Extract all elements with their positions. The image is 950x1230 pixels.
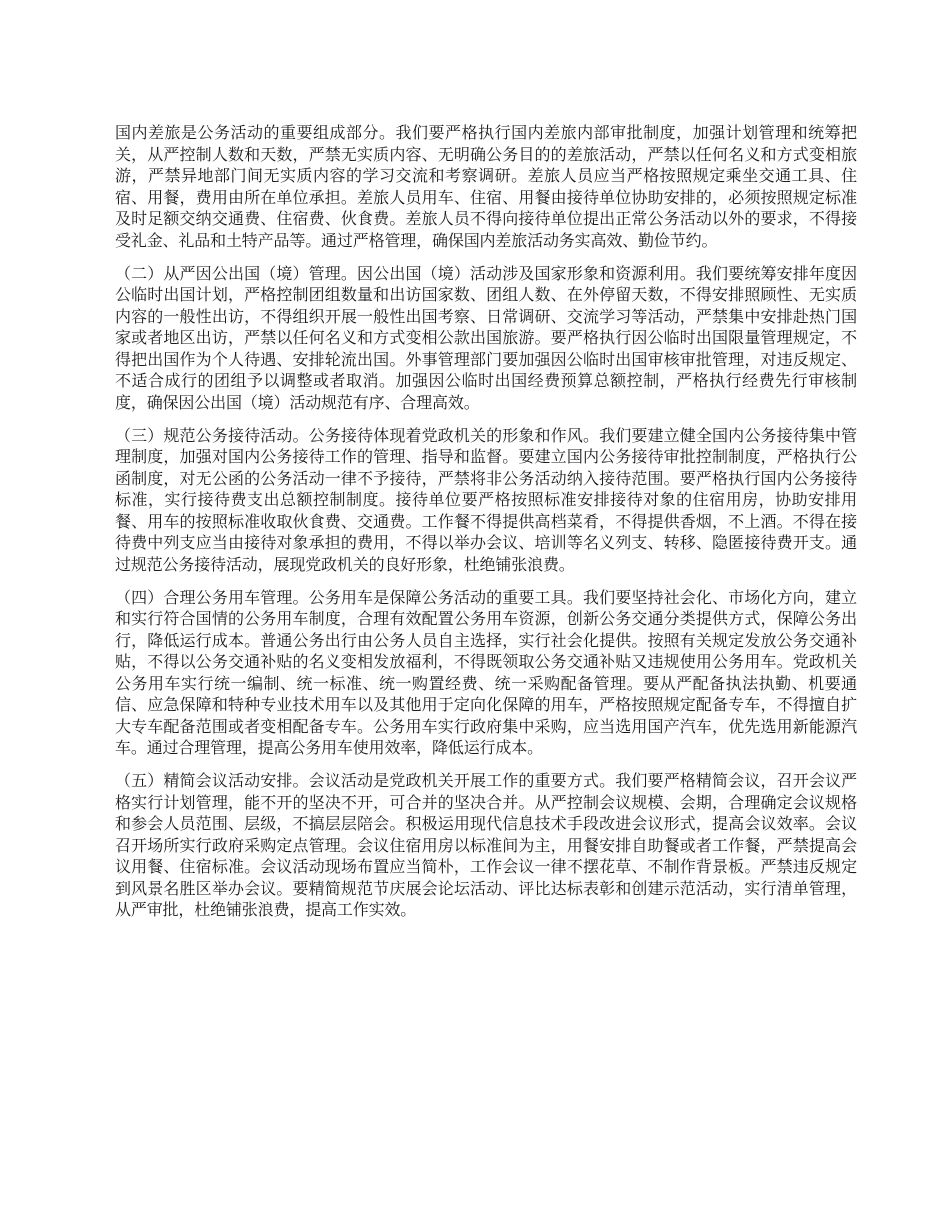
paragraph-official-reception: （三）规范公务接待活动。公务接待体现着党政机关的形象和作风。我们要建立健全国内公务接待集中管理制度，加强对国内公务接待工作的管理、指导和监督。要建立国内公务接待审批控制制度，严格执行公函制度，对无公函的公务活动一律不予接待，严禁将非公务活动纳入接待范围。要严格执行国内公务接待标准，实行接待费支出总额控制制度。接待单位要严格按照标准安排接待对象的住宿用房，协助安排用餐、用车的按照标准收取伙食费、交通费。工作餐不得提供高档菜肴，不得提供香烟，不上酒。不得在接待费中列支应当由接待对象承担的费用，不得以举办会议、培训等名义列支、转移、隐匿接待费开支。通过规范公务接待活动，展现党政机关的良好形象，杜绝铺张浪费。 [115,425,857,574]
document-body [115,122,857,932]
paragraph-meetings: （五）精简会议活动安排。会议活动是党政机关开展工作的重要方式。我们要严格精简会议，召开会议严格实行计划管理，能不开的坚决不开，可合并的坚决合并。从严控制会议规模、会期，合理确定会议规格和参会人员范围、层级，不搞层层陪会。积极运用现代信息技术手段改进会议形式，提高会议效率。会议召开场所实行政府采购定点管理。会议住宿用房以标准间为主，用餐安排自助餐或者工作餐，严禁提高会议用餐、住宿标准。会议活动现场布置应当简朴，工作会议一律不摆花草、不制作背景板。严禁违反规定到风景名胜区举办会议。要精简规范节庆展会论坛活动、评比达标表彰和创建示范活动，实行清单管理，从严审批，杜绝铺张浪费，提高工作实效。 [115,771,857,919]
paragraph-overseas-travel: （二）从严因公出国（境）管理。因公出国（境）活动涉及国家形象和资源利用。我们要统筹安排年度因公临时出国计划，严格控制团组数量和出访国家数、团组人数、在外停留天数，不得安排照顾性、无实质内容的一般性出访，不得组织开展一般性出国考察、日常调研、交流学习等活动，严禁集中安排赴热门国家或者地区出访，严禁以任何名义和方式变相公款出国旅游。要严格执行因公临时出国限量管理规定，不得把出国作为个人待遇、安排轮流出国。外事管理部门要加强因公临时出国审核审批管理，对违反规定、不适合成行的团组予以调整或者取消。加强因公临时出国经费预算总额控制，严格执行经费先行审核制度，确保因公出国（境）活动规范有序、合理高效。 [115,263,857,412]
paragraph-domestic-travel: 国内差旅是公务活动的重要组成部分。我们要严格执行国内差旅内部审批制度，加强计划管理和统筹把关，从严控制人数和天数，严禁无实质内容、无明确公务目的的差旅活动，严禁以任何名义和方式变相旅游，严禁异地部门间无实质内容的学习交流和考察调研。差旅人员应当严格按照规定乘坐交通工具、住宿、用餐，费用由所在单位承担。差旅人员用车、住宿、用餐由接待单位协助安排的，必须按照规定标准及时足额交纳交通费、住宿费、伙食费。差旅人员不得向接待单位提出正常公务活动以外的要求，不得接受礼金、礼品和土特产品等。通过严格管理，确保国内差旅活动务实高效、勤俭节约。 [115,123,857,250]
paragraph-official-vehicles: （四）合理公务用车管理。公务用车是保障公务活动的重要工具。我们要坚持社会化、市场化方向，建立和实行符合国情的公务用车制度，合理有效配置公务用车资源，创新公务交通分类提供方式，保障公务出行，降低运行成本。普通公务出行由公务人员自主选择，实行社会化提供。按照有关规定发放公务交通补贴，不得以公务交通补贴的名义变相发放福利，不得既领取公务交通补贴又违规使用公务用车。党政机关公务用车实行统一编制、统一标准、统一购置经费、统一采购配备管理。要从严配备执法执勤、机要通信、应急保障和特种专业技术用车以及其他用于定向化保障的用车，严格按照规定配备专车，不得擅自扩大专车配备范围或者变相配备专车。公务用车实行政府集中采购，应当选用国产汽车，优先选用新能源汽车。通过合理管理，提高公务用车使用效率，降低运行成本。 [115,587,857,757]
